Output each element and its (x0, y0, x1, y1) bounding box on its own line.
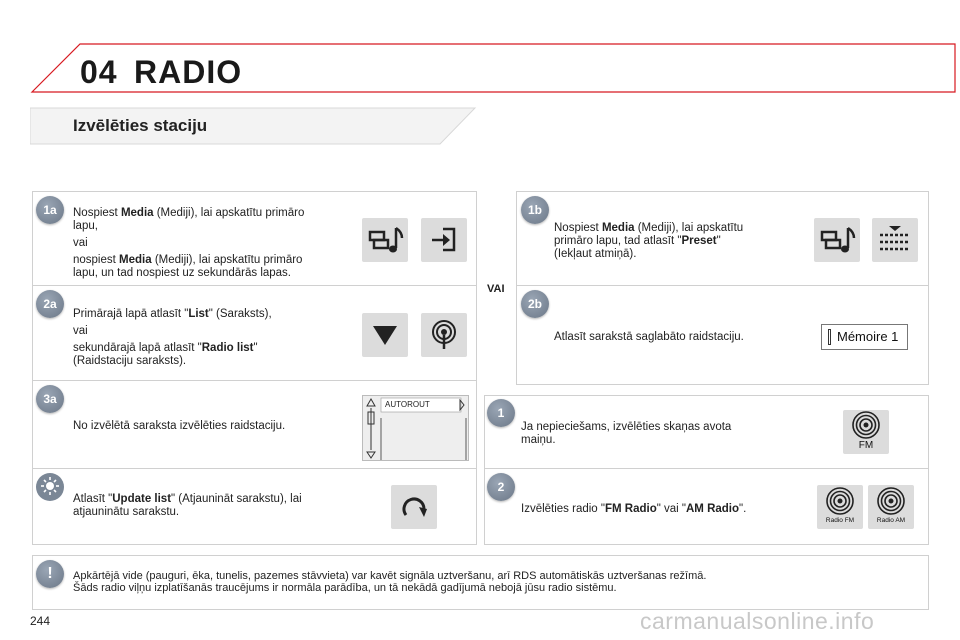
preset-icon[interactable] (872, 218, 918, 262)
warning-icon: ! (36, 560, 64, 588)
list-down-icon[interactable] (362, 313, 408, 357)
divider (32, 380, 476, 381)
station-list-screen[interactable] (362, 395, 469, 461)
tip-bulb-icon (36, 473, 64, 506)
divider (484, 468, 928, 469)
step-badge-3a: 3a (36, 385, 64, 413)
step-2-text: Izvēlēties radio "FM Radio" vai "AM Radio". (521, 503, 747, 515)
step-badge-1b: 1b (521, 196, 549, 224)
radio-fm-button[interactable] (817, 485, 863, 529)
divider (32, 285, 476, 286)
fm-label: FM (858, 440, 874, 451)
step-3a-text: No izvēlētā saraksta izvēlēties raidstaciju. (73, 420, 286, 432)
autorout-label: AUTOROUT (385, 400, 430, 409)
radio-am-label: Radio AM (876, 517, 906, 524)
right-top-panel (516, 191, 929, 385)
secondary-page-icon[interactable] (421, 218, 467, 262)
step-badge-2: 2 (487, 473, 515, 501)
chapter-number: 04 (80, 54, 118, 90)
step-badge-1: 1 (487, 399, 515, 427)
section-title: Izvēlēties staciju (73, 116, 208, 135)
step-1b-text: Nospiest Media (Mediji), lai apskatītu primāro lapu, tad atlasīt "Preset" (Iekļaut atmiņā). (554, 222, 744, 260)
step-1a-text: Nospiest Media (Mediji), lai apskatītu primāro lapu, vai nospiest Media (Mediji), lai apskatītu primāro lapu, un tad nospiest uz sekundārās lapas. (73, 207, 305, 279)
step-1-text: Ja nepieciešams, izvēlēties skaņas avota maiņu. (521, 421, 732, 446)
memoire-1-label: Mémoire 1 (837, 329, 899, 344)
step-update-text: Atlasīt "Update list" (Atjaunināt sarakstu), lai atjauninātu sarakstu. (73, 493, 302, 518)
step-badge-2a: 2a (36, 290, 64, 318)
watermark: carmanualsonline.info (640, 608, 875, 634)
radio-list-icon[interactable] (421, 313, 467, 357)
warning-text: Apkārtējā vide (pauguri, ēka, tunelis, pazemes stāvvieta) var kavēt signāla uztveršanu, arī RDS automātiskās uztveršanas režīmā. Šāds radio viļņu izplatīšanās traucējums ir normāla parādība, un tā nekādā gadījumā nebojā jūsu radio sistēmu. (73, 570, 707, 594)
radio-am-button[interactable] (868, 485, 914, 529)
step-2a-text: Primārajā lapā atlasīt "List" (Saraksts), vai sekundārajā lapā atlasīt "Radio list" (Raidstaciju saraksts). (73, 308, 272, 367)
memoire-1-button[interactable] (821, 324, 908, 350)
update-list-icon[interactable] (391, 485, 437, 529)
media-button-icon[interactable] (814, 218, 860, 262)
media-button-icon[interactable] (362, 218, 408, 262)
divider (32, 468, 476, 469)
divider (516, 285, 928, 286)
radio-fm-label: Radio FM (825, 517, 855, 524)
step-2b-text: Atlasīt sarakstā saglabāto raidstaciju. (554, 331, 744, 343)
step-badge-1a: 1a (36, 196, 64, 224)
fm-source-icon[interactable] (843, 410, 889, 454)
chapter-title: RADIO (134, 54, 243, 90)
or-label: VAI (487, 283, 505, 295)
step-badge-2b: 2b (521, 290, 549, 318)
page-number: 244 (30, 614, 51, 628)
